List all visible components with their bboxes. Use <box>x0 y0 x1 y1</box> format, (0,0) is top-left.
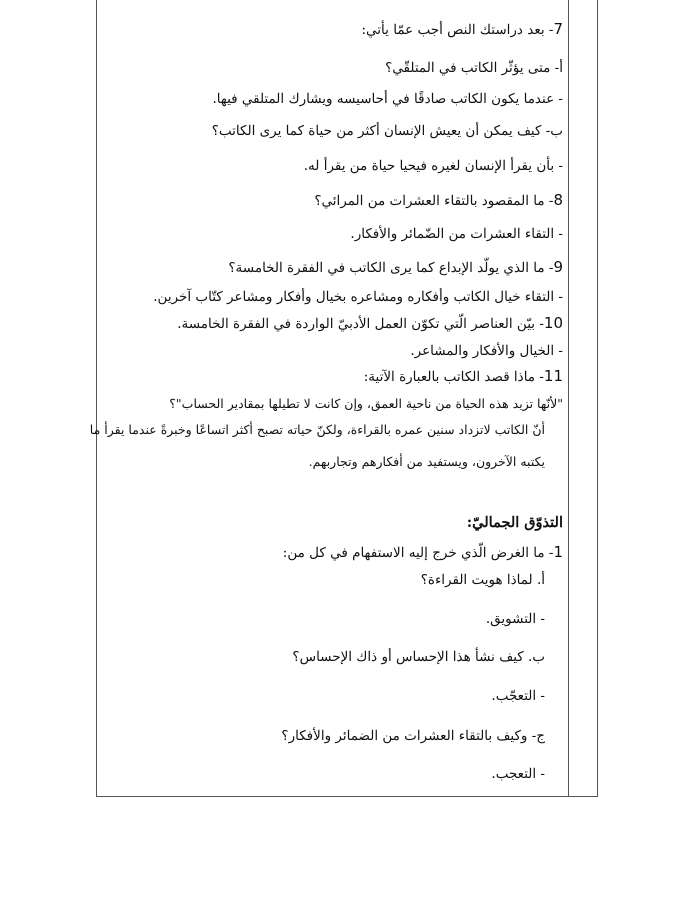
question-number: 11 <box>543 367 563 385</box>
question-text: - ماذا قصد الكاتب بالعبارة الآتية: <box>363 369 544 385</box>
answer-10: - الخيال والأفكار والمشاعر. <box>410 343 563 359</box>
question-number: 7 <box>553 20 563 38</box>
question-text: - ما الذي يولّد الإبداع كما يرى الكاتب في الفقرة الخامسة؟ <box>228 260 554 276</box>
question-b1b: ب. كيف نشأ هذا الإحساس أو ذاك الإحساس؟ <box>292 649 545 665</box>
question-number: 9 <box>553 258 563 276</box>
section-heading: التذوّق الجماليّ: <box>466 514 563 531</box>
question-7a: أ- متى يؤثّر الكاتب في المتلقّي؟ <box>385 60 563 76</box>
question-b1a: أ. لماذا هويت القراءة؟ <box>420 572 545 588</box>
question-9 <box>228 258 563 277</box>
answer-11-line-1: أنّ الكاتب لاتزداد سنين عمره بالقراءة، ولكنّ حياته تصبح أكثر اتساعًا وخبرةً عندما يقرأ ما <box>89 422 545 437</box>
answer-7a: - عندما يكون الكاتب صادقًا في أحاسيسه ويشارك المتلقي فيها. <box>212 91 563 107</box>
question-number: 1 <box>553 543 563 561</box>
column-divider <box>568 0 569 797</box>
answer-11-line-2: يكتبه الآخرون، ويستفيد من أفكارهم وتجاربهم. <box>308 454 545 469</box>
answer-b1c: - التعجب. <box>491 766 545 782</box>
question-text: - ما المقصود بالتقاء العشرات من المرائي؟ <box>314 193 554 209</box>
question-11 <box>364 367 563 386</box>
answer-b1b: - التعجّب. <box>491 688 545 704</box>
question-number: 8 <box>553 191 563 209</box>
question-7 <box>362 20 564 39</box>
question-number: 10 <box>543 314 563 332</box>
question-7b: ب- كيف يمكن أن يعيش الإنسان أكثر من حياة كما يرى الكاتب؟ <box>211 123 563 139</box>
answer-b1a: - التشويق. <box>485 611 545 627</box>
answer-7b: - بأن يقرأ الإنسان لغيره فيحيا حياة من يقرأ له. <box>303 158 563 174</box>
question-b1 <box>283 543 563 562</box>
answer-9: - التقاء خيال الكاتب وأفكاره ومشاعره بخيال وأفكار ومشاعر كتّاب آخرين. <box>153 289 563 305</box>
quote-11: "لأنّها تزيد هذه الحياة من ناحية العمق، وإن كانت لا تطيلها بمقادير الحساب"؟ <box>169 396 563 411</box>
question-text: - بعد دراستك النص أجب عمّا يأتي: <box>361 22 554 38</box>
answer-8: - التقاء العشرات من الضّمائر والأفكار. <box>350 226 563 242</box>
question-text: - ما الغرض الّذي خرج إليه الاستفهام في كل من: <box>282 545 554 561</box>
question-8 <box>314 191 563 210</box>
question-text: - بيّن العناصر الّتي تكوّن العمل الأدبيّ الواردة في الفقرة الخامسة. <box>177 316 544 332</box>
question-10 <box>177 314 563 333</box>
question-b1c: ج- وكيف بالتقاء العشرات من الضمائر والأفكار؟ <box>281 728 545 744</box>
